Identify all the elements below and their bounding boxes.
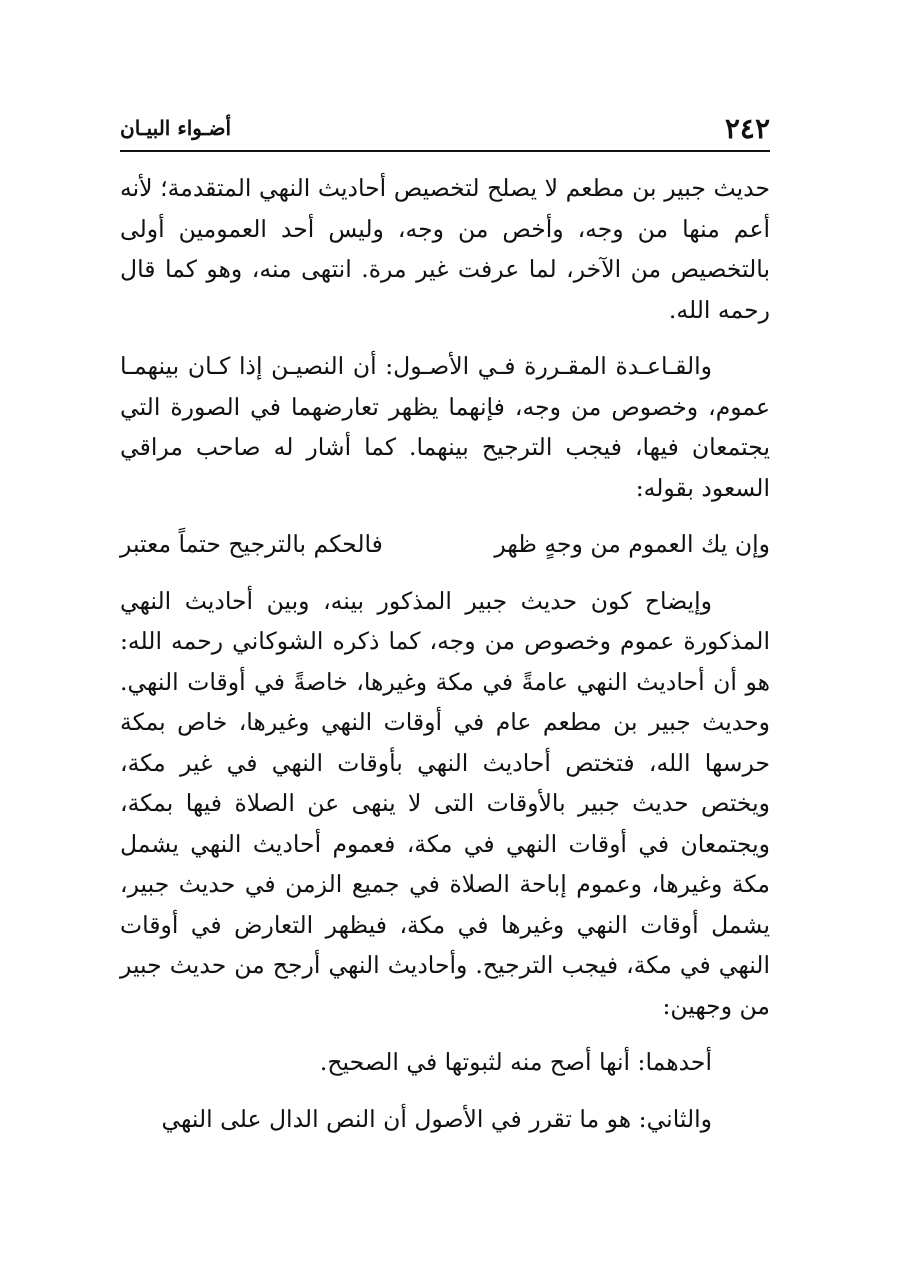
page-body — [120, 168, 770, 1139]
paragraph-5: والثاني: هو ما تقرر في الأصول أن النص الدال على النهي — [161, 1104, 712, 1133]
verse-second-hemistich: فالحكم بالترجيح حتماً معتبر — [120, 530, 383, 558]
paragraph-3: وإيضاح كون حديث جبير المذكور بينه، وبين أحاديث النهي المذكورة عموم وخصوص من وجه، كما ذكره الشوكاني رحمه الله: هو أن أحاديث النهي عامةً في مكة وغيرها، خاصةً في أوقات النهي. وحديث جبير بن مطعم عام في أوقات النهي وغيرها، خاص بمكة حرسها الله، فتختص أحاديث النهي بأوقات النهي في غير مكة، ويختص حديث جبير بالأوقات التى لا ينهى عن الصلاة فيها بمكة، ويجتمعان في أوقات النهي في مكة، فعموم أحاديث النهي يشمل مكة وغيرها، وعموم إباحة الصلاة في جميع الزمن في حديث جبير، يشمل أوقات النهي وغيرها في مكة، فيظهر التعارض في أوقات النهي في مكة، فيجب الترجيح. وأحاديث النهي أرجح من حديث جبير من وجهين: — [120, 586, 770, 1020]
header-rule — [120, 150, 770, 152]
page-number: ٢٤٢ — [724, 111, 770, 145]
page-header — [120, 108, 770, 148]
paragraph-4: أحدهما: أنها أصح منه لثبوتها في الصحيح. — [319, 1048, 712, 1076]
poetry-verse — [120, 524, 770, 565]
verse-first-hemistich: وإن يك العموم من وجهٍ ظهر — [494, 530, 770, 558]
paragraph-2: والقـاعـدة المقـررة فـي الأصـول: أن النصيـن إذا كـان بينهمـا عموم، وخصوص من وجه، فإنهما يظهر تعارضهما في الصورة التي يجتمعان فيها، فيجب الترجيح بينهما. كما أشار له صاحب مراقي السعود بقوله: — [120, 352, 770, 502]
running-title: أضـواء البيـان — [120, 116, 232, 140]
paragraph-1: حديث جبير بن مطعم لا يصلح لتخصيص أحاديث النهي المتقدمة؛ لأنه أعم منها من وجه، وأخص من وجه، وليس أحد العمومين أولى بالتخصيص من الآخر، لما عرفت غير مرة. انتهى منه، وهو كما قال رحمه الله. — [120, 174, 770, 324]
